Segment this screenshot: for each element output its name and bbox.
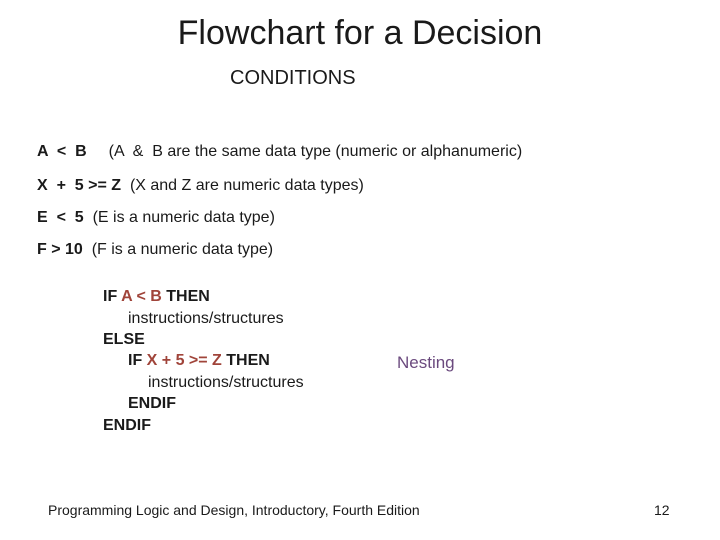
condition-expression: A < B [37, 143, 87, 160]
code-condition: A < B [121, 288, 162, 305]
code-line [103, 288, 210, 306]
condition-note: (E is a numeric data type) [92, 209, 275, 226]
code-keyword: ENDIF [103, 417, 151, 434]
code-keyword: ENDIF [128, 395, 176, 412]
condition-expression: F > 10 [37, 241, 83, 258]
code-statement: instructions/structures [128, 310, 284, 327]
condition-expression: X + 5 >= Z [37, 177, 122, 194]
slide-title [0, 14, 720, 53]
code-statement: instructions/structures [148, 374, 304, 391]
slide-title-text: Flowchart for a Decision [177, 14, 543, 52]
condition-note: (A & B are the same data type (numeric or alphanumeric) [108, 143, 523, 160]
nesting-annotation: Nesting [397, 353, 455, 372]
condition-row [37, 241, 273, 259]
code-keyword: ELSE [103, 331, 145, 348]
page-number: 12 [654, 502, 670, 518]
condition-expression: E < 5 [37, 209, 84, 226]
condition-row [37, 209, 275, 227]
condition-note: (X and Z are numeric data types) [129, 177, 364, 194]
code-keyword: THEN [226, 352, 270, 369]
code-line [128, 352, 270, 370]
code-keyword: IF [103, 288, 118, 305]
footer-text: Programming Logic and Design, Introductory, Fourth Edition [48, 502, 420, 518]
condition-note: (F is a numeric data type) [91, 241, 274, 258]
code-condition: X + 5 >= Z [146, 352, 222, 369]
code-line [128, 310, 284, 328]
code-line [103, 417, 151, 435]
code-line [128, 395, 176, 413]
code-line [148, 374, 304, 392]
code-keyword: IF [128, 352, 143, 369]
slide-subtitle: CONDITIONS [230, 67, 356, 89]
condition-row [37, 177, 364, 195]
condition-row [37, 143, 522, 161]
code-keyword: THEN [166, 288, 210, 305]
code-line [103, 331, 145, 349]
